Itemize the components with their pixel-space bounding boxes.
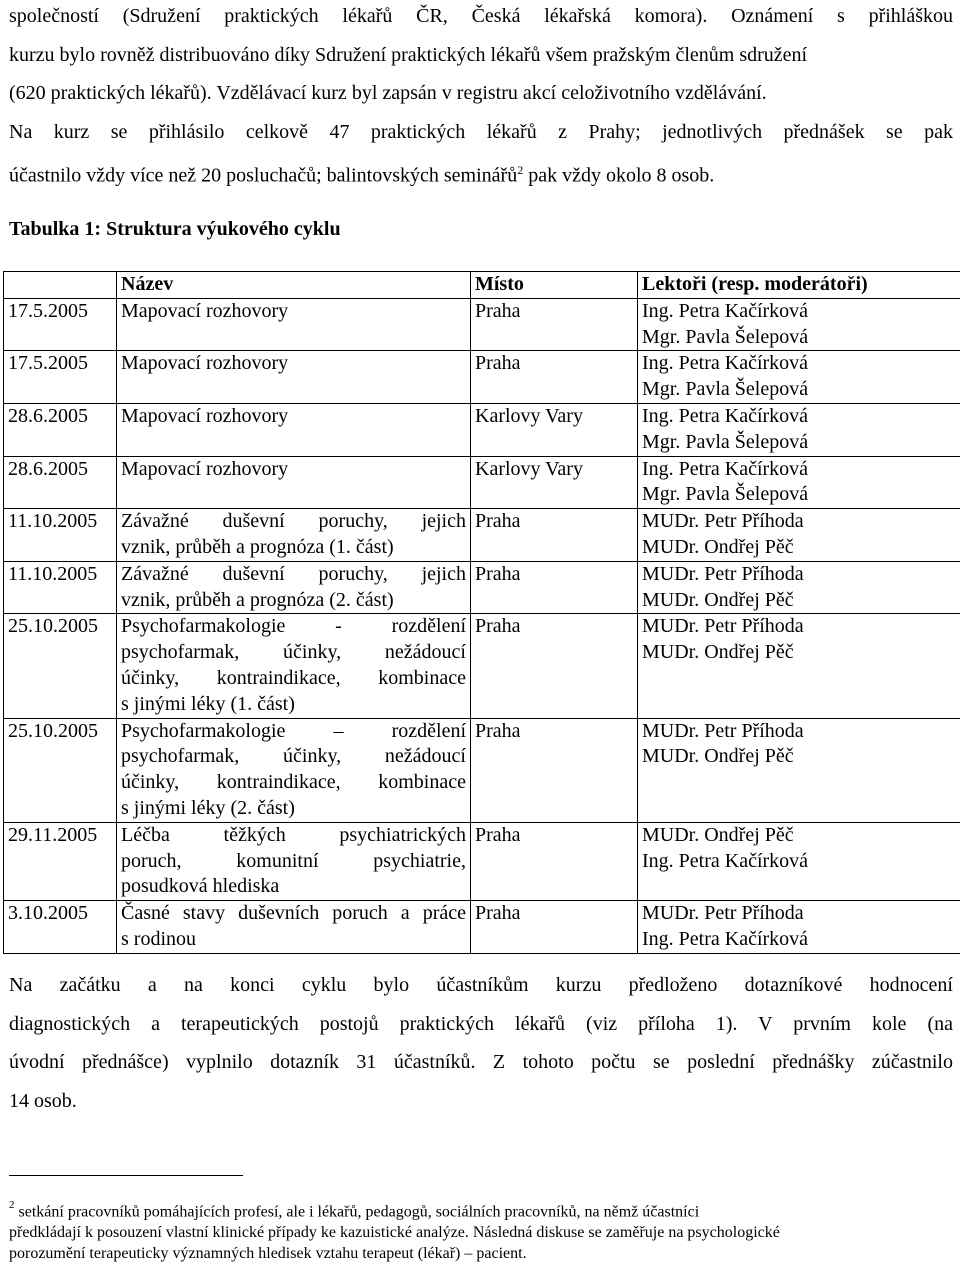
footnote-line: předkládají k posouzení vlastní klinické případy ke kazuistické analýze. Následná diskuse se zaměřuje na psychologické <box>9 1224 780 1242</box>
row-topic <box>117 614 471 718</box>
closing-line: diagnostických a terapeutických postojů praktických lékařů (viz příloha 1). V prvním kole (na <box>9 1012 953 1035</box>
row-place: Praha <box>471 901 638 954</box>
header-name: Název <box>117 272 471 299</box>
footnote-reference[interactable]: 2 <box>517 163 524 177</box>
row-place: Praha <box>471 718 638 822</box>
table-row <box>4 901 960 954</box>
lecturer-name: MUDr. Ondřej Pěč <box>642 823 794 846</box>
row-lecturers <box>638 298 960 351</box>
row-place: Karlovy Vary <box>471 403 638 456</box>
table-body <box>4 298 960 953</box>
row-place: Praha <box>471 509 638 562</box>
row-lecturers <box>638 456 960 509</box>
lecturer-name: MUDr. Petr Příhoda <box>642 615 804 638</box>
row-date: 17.5.2005 <box>4 351 117 404</box>
intro-line: (620 praktických lékařů). Vzdělávací kurz byl zapsán v registru akcí celoživotního vzdělávání. <box>9 82 767 104</box>
topic-line: psychofarmak, účinky, nežádoucí <box>121 641 466 664</box>
closing-line: Na začátku a na konci cyklu bylo účastníkům kurzu předloženo dotazníkové hodnocení <box>9 974 953 996</box>
table-row <box>4 351 960 404</box>
lecturer-name: MUDr. Petr Příhoda <box>642 562 804 585</box>
intro-line: Na kurz se přihlásilo celkově 47 praktických lékařů z Prahy; jednotlivých přednášek se pak <box>9 120 953 143</box>
closing-line: úvodní přednášce) vyplnilo dotazník 31 účastníků. Z tohoto počtu se poslední přednášky zúčastnilo <box>9 1051 953 1073</box>
table-row <box>4 718 960 822</box>
row-lecturers <box>638 901 960 954</box>
footnote-line: porozumění terapeuticky významných hledisek vztahu terapeut (lékař) – pacient. <box>9 1245 527 1263</box>
row-topic <box>117 351 471 404</box>
row-date: 28.6.2005 <box>4 456 117 509</box>
table-row <box>4 614 960 718</box>
lecturer-name: Mgr. Pavla Šelepová <box>642 325 809 348</box>
topic-line: s rodinou <box>121 927 196 950</box>
intro-line: kurzu bylo rovněž distribuováno díky Sdružení praktických lékařů všem pražským členům sdružení <box>9 43 808 66</box>
lecturer-name: MUDr. Petr Příhoda <box>642 719 804 742</box>
row-lecturers <box>638 614 960 718</box>
lecturer-name: Ing. Petra Kačírková <box>642 849 809 872</box>
topic-line: Mapovací rozhovory <box>121 457 289 480</box>
row-topic <box>117 901 471 954</box>
closing-paragraph <box>9 966 953 1120</box>
row-place: Praha <box>471 298 638 351</box>
topic-line: Závažné duševní poruchy, jejich <box>121 562 466 585</box>
topic-line: Psychofarmakologie - rozdělení <box>121 615 466 638</box>
topic-line: s jinými léky (2. část) <box>121 796 295 819</box>
lecturer-name: Mgr. Pavla Šelepová <box>642 430 809 453</box>
topic-line: účinky, kontraindikace, kombinace <box>121 771 466 794</box>
lecturer-name: MUDr. Ondřej Pěč <box>642 588 794 611</box>
lecturer-name: Ing. Petra Kačírková <box>642 352 809 375</box>
footnote-line: setkání pracovníků pomáhajících profesí, ale i lékařů, pedagogů, sociálních pracovníků, na němž účastníci <box>14 1203 700 1221</box>
closing-line: 14 osob. <box>9 1089 77 1112</box>
table-header-row <box>4 272 960 299</box>
lecturer-name: MUDr. Petr Příhoda <box>642 510 804 533</box>
topic-line: Mapovací rozhovory <box>121 404 289 427</box>
row-topic <box>117 509 471 562</box>
header-date <box>4 272 117 299</box>
row-topic <box>117 298 471 351</box>
row-place: Praha <box>471 614 638 718</box>
lecturer-name: MUDr. Ondřej Pěč <box>642 641 794 664</box>
topic-line: účinky, kontraindikace, kombinace <box>121 666 466 689</box>
row-topic <box>117 561 471 614</box>
topic-line: posudková hlediska <box>121 875 280 898</box>
lecturer-name: MUDr. Ondřej Pěč <box>642 745 794 768</box>
row-place: Karlovy Vary <box>471 456 638 509</box>
intro-last-line-tail: pak vždy okolo 8 osob. <box>523 164 715 187</box>
topic-line: poruch, komunitní psychiatrie, <box>121 849 466 872</box>
topic-line: Léčba těžkých psychiatrických <box>121 823 466 846</box>
row-lecturers <box>638 561 960 614</box>
lecturer-name: Mgr. Pavla Šelepová <box>642 378 809 401</box>
topic-line: Závažné duševní poruchy, jejich <box>121 510 466 533</box>
row-place: Praha <box>471 351 638 404</box>
footnote <box>9 1197 953 1264</box>
topic-line: Časné stavy duševních poruch a práce <box>121 902 466 925</box>
topic-line: Mapovací rozhovory <box>121 299 289 322</box>
lecturer-name: Ing. Petra Kačírková <box>642 927 809 950</box>
lecturer-name: Mgr. Pavla Šelepová <box>642 483 809 506</box>
topic-line: vznik, průběh a prognóza (1. část) <box>121 535 394 558</box>
intro-line: společností (Sdružení praktických lékařů ČR, Česká lékařská komora). Oznámení s přihláškou <box>9 5 953 27</box>
row-topic <box>117 718 471 822</box>
table-row <box>4 403 960 456</box>
row-place: Praha <box>471 822 638 900</box>
footnote-separator <box>9 1175 243 1176</box>
topic-line: psychofarmak, účinky, nežádoucí <box>121 745 466 768</box>
topic-line: s jinými léky (1. část) <box>121 692 295 715</box>
row-topic <box>117 456 471 509</box>
table-row <box>4 456 960 509</box>
row-lecturers <box>638 351 960 404</box>
lecturer-name: MUDr. Petr Příhoda <box>642 902 804 925</box>
row-lecturers <box>638 403 960 456</box>
lecturer-name: Ing. Petra Kačírková <box>642 299 809 322</box>
row-lecturers <box>638 509 960 562</box>
course-schedule-table <box>3 271 960 954</box>
intro-last-line-text: účastnilo vždy více než 20 posluchačů; balintovských seminářů <box>9 164 518 187</box>
row-date: 25.10.2005 <box>4 614 117 718</box>
footnote-number: 2 <box>9 1199 15 1211</box>
table-caption: Tabulka 1: Struktura výukového cyklu <box>9 218 341 240</box>
row-date: 11.10.2005 <box>4 561 117 614</box>
row-lecturers <box>638 822 960 900</box>
intro-paragraph <box>9 0 953 195</box>
row-lecturers <box>638 718 960 822</box>
table-row <box>4 561 960 614</box>
table-row <box>4 822 960 900</box>
row-date: 25.10.2005 <box>4 718 117 822</box>
row-date: 3.10.2005 <box>4 901 117 954</box>
lecturer-name: MUDr. Ondřej Pěč <box>642 535 794 558</box>
topic-line: Mapovací rozhovory <box>121 352 289 375</box>
intro-line <box>9 151 953 195</box>
row-topic <box>117 403 471 456</box>
header-lecturers: Lektoři (resp. moderátoři) <box>638 272 960 299</box>
table-row <box>4 298 960 351</box>
table-row <box>4 509 960 562</box>
row-date: 11.10.2005 <box>4 509 117 562</box>
row-date: 17.5.2005 <box>4 298 117 351</box>
row-place: Praha <box>471 561 638 614</box>
row-date: 28.6.2005 <box>4 403 117 456</box>
topic-line: Psychofarmakologie – rozdělení <box>121 719 466 742</box>
header-place: Místo <box>471 272 638 299</box>
topic-line: vznik, průběh a prognóza (2. část) <box>121 588 394 611</box>
row-date: 29.11.2005 <box>4 822 117 900</box>
row-topic <box>117 822 471 900</box>
lecturer-name: Ing. Petra Kačírková <box>642 457 809 480</box>
lecturer-name: Ing. Petra Kačírková <box>642 404 809 427</box>
